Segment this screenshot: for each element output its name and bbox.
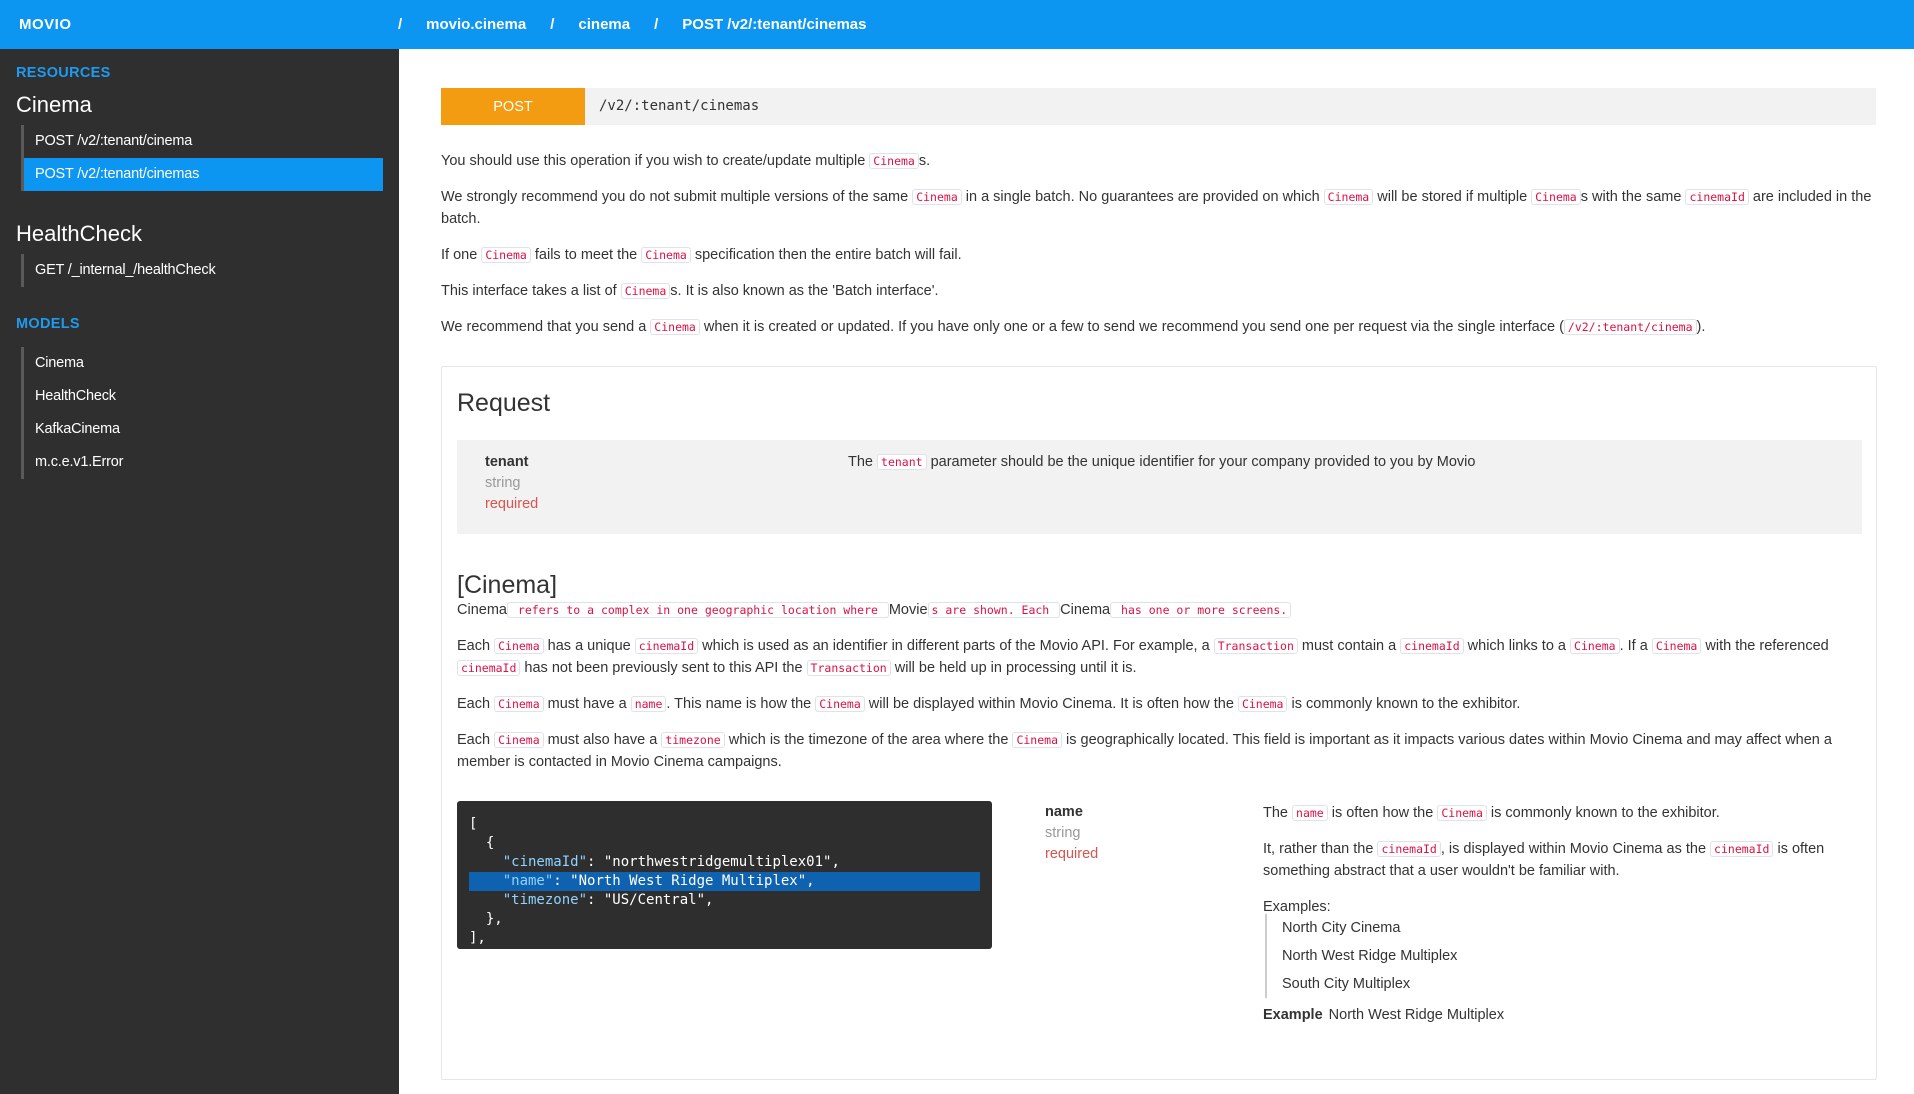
inline-code: cinemaId [635, 638, 698, 654]
breadcrumb-cinema[interactable]: cinema [578, 16, 631, 33]
inline-code: tenant [877, 454, 927, 470]
code-line-highlighted: "name": "North West Ridge Multiplex", [469, 872, 980, 891]
field-name: name [1045, 804, 1083, 820]
text-segment: which is used as an identifier in different parts of the Movio API. For example, a [698, 638, 1214, 654]
inline-code: has one or more screens. [1110, 602, 1291, 618]
sidebar-list-models [21, 347, 383, 479]
text-segment: is commonly known to the exhibitor. [1486, 805, 1720, 821]
sidebar-item-get-healthcheck[interactable]: GET /_internal_/healthCheck [35, 262, 216, 278]
description-paragraph [441, 280, 1881, 302]
inline-code: name [631, 696, 667, 712]
field-required: required [1045, 846, 1099, 862]
example-item: South City Multiplex [1282, 976, 1411, 992]
text-segment: Cinema [1060, 602, 1111, 618]
model-paragraph [457, 599, 1852, 621]
text-segment: We strongly recommend you do not submit multiple versions of the same [441, 189, 913, 205]
inline-code: refers to a complex in one geographic location where [507, 602, 889, 618]
sidebar-group-healthcheck[interactable]: HealthCheck [16, 221, 142, 246]
example-item: North City Cinema [1282, 920, 1401, 936]
code-line: [ [469, 816, 478, 832]
param-name: tenant [485, 454, 529, 470]
text-segment: is commonly known to the exhibitor. [1287, 696, 1521, 712]
text-segment: which is the timezone of the area where the [724, 732, 1013, 748]
inline-code: cinemaId [1710, 841, 1773, 857]
inline-code: Cinema [494, 732, 544, 748]
text-segment: s. It is also known as the 'Batch interface'. [670, 283, 939, 299]
text-segment: is often how the [1327, 805, 1438, 821]
sidebar-item-model-kafkacinema[interactable]: KafkaCinema [35, 421, 120, 437]
text-segment: We recommend that you send a [441, 319, 651, 335]
text-segment: in a single batch. No guarantees are provided on which [961, 189, 1324, 205]
sidebar-group-cinema[interactable]: Cinema [16, 92, 92, 117]
text-segment: specification then the entire batch will fail. [690, 247, 962, 263]
field-description [1263, 838, 1843, 882]
example-label: Example [1263, 1007, 1323, 1023]
inline-code: Cinema [1437, 805, 1487, 821]
text-segment: Movie [888, 602, 928, 618]
sidebar-list-healthcheck [21, 254, 383, 287]
inline-code: name [1292, 805, 1328, 821]
sidebar-item-post-cinema[interactable]: POST /v2/:tenant/cinema [35, 133, 193, 149]
inline-code: cinemaId [1377, 841, 1440, 857]
text-segment: It, rather than the [1263, 841, 1378, 857]
text-segment: is geographically located. This field is important as it impacts various dates within Movio Cinema and may affect when a member is contacted in Movio Cinema campaigns. [457, 732, 1832, 770]
examples-list [1265, 914, 1457, 998]
code-line: { [469, 835, 495, 851]
json-example-codeblock[interactable] [457, 801, 992, 949]
text-segment: s. [918, 153, 931, 169]
sidebar-item-model-healthcheck[interactable]: HealthCheck [35, 388, 116, 404]
text-segment: ). [1696, 319, 1706, 335]
breadcrumb-separator: / [654, 16, 659, 33]
inline-code: Cinema [1652, 638, 1702, 654]
sidebar-list-cinema [21, 125, 383, 191]
method-badge: POST [441, 88, 585, 125]
inline-code: cinemaId [457, 660, 520, 676]
text-segment: The [1263, 805, 1293, 821]
field-type: string [1045, 825, 1081, 841]
inline-code: Cinema [1238, 696, 1288, 712]
json-key: "cinemaId" [502, 854, 588, 870]
breadcrumb-current[interactable]: POST /v2/:tenant/cinemas [682, 16, 867, 33]
inline-code: Cinema [641, 247, 691, 263]
json-value: "North West Ridge Multiplex" [570, 873, 807, 889]
text-segment: are included in the batch. [441, 189, 1872, 227]
top-bar [0, 0, 1914, 49]
inline-code: Cinema [1570, 638, 1620, 654]
code-line: "cinemaId": "northwestridgemultiplex01", [502, 854, 840, 870]
text-segment: which links to a [1463, 638, 1571, 654]
request-title: Request [457, 389, 551, 417]
text-segment: must also have a [543, 732, 662, 748]
breadcrumb-separator: / [550, 16, 555, 33]
text-segment: . This name is how the [666, 696, 816, 712]
text-segment: Cinema [457, 602, 507, 618]
inline-code: Transaction [1214, 638, 1298, 654]
text-segment: with the referenced [1701, 638, 1829, 654]
inline-code: Cinema [494, 696, 544, 712]
field-description [1263, 802, 1843, 824]
inline-code: /v2/:tenant/cinema [1564, 319, 1697, 335]
param-type: string [485, 475, 521, 491]
text-segment: fails to meet the [530, 247, 642, 263]
inline-code: cinemaId [1400, 638, 1463, 654]
examples-label: Examples: [1263, 899, 1331, 915]
model-paragraph [457, 693, 1852, 715]
json-key: "name" [502, 873, 554, 889]
inline-code: timezone [661, 732, 724, 748]
inline-code: Cinema [815, 696, 865, 712]
model-paragraph [457, 729, 1852, 773]
sidebar-item-model-cinema[interactable]: Cinema [35, 355, 84, 371]
inline-code: Cinema [621, 283, 671, 299]
inline-code: Cinema [1531, 189, 1581, 205]
text-segment: Each [457, 638, 495, 654]
text-segment: The [848, 454, 878, 470]
text-segment: parameter should be the unique identifier for your company provided to you by Movio [926, 454, 1476, 470]
json-value: "US/Central" [603, 892, 706, 908]
code-line: }, [469, 911, 503, 927]
endpoint-path: /v2/:tenant/cinemas [599, 98, 760, 114]
text-segment: must contain a [1297, 638, 1401, 654]
inline-code: Cinema [494, 638, 544, 654]
breadcrumb [398, 0, 867, 49]
text-segment: You should use this operation if you wish to create/update multiple [441, 153, 870, 169]
sidebar [0, 49, 399, 1094]
inline-code: Cinema [650, 319, 700, 335]
model-paragraph [457, 635, 1852, 679]
text-segment: will be stored if multiple [1373, 189, 1532, 205]
example-value: North West Ridge Multiplex [1328, 1007, 1505, 1023]
text-segment: has a unique [543, 638, 635, 654]
inline-code: Cinema [869, 153, 919, 169]
brand-logo[interactable]: MOVIO [19, 16, 72, 33]
text-segment: when it is created or updated. If you have only one or a few to send we recommend you send one per request via the single interface ( [699, 319, 1564, 335]
description-paragraph [441, 150, 1881, 172]
param-tenant [457, 440, 1862, 534]
inline-code: s are shown. Each [928, 602, 1061, 618]
request-panel [441, 366, 1877, 1080]
text-segment: is often something abstract that a user wouldn't be familiar with. [1263, 841, 1825, 879]
json-key: "timezone" [502, 892, 588, 908]
text-segment: This interface takes a list of [441, 283, 621, 299]
sidebar-item-model-error[interactable]: m.c.e.v1.Error [35, 454, 124, 470]
text-segment: s with the same [1580, 189, 1686, 205]
code-line: "timezone": "US/Central", [502, 892, 714, 908]
text-segment: Each [457, 696, 495, 712]
text-segment: must have a [543, 696, 631, 712]
description-paragraph [441, 244, 1881, 266]
breadcrumb-movio-cinema[interactable]: movio.cinema [426, 16, 527, 33]
inline-code: Cinema [1012, 732, 1062, 748]
text-segment: If one [441, 247, 482, 263]
resources-heading: RESOURCES [16, 65, 111, 81]
description-paragraph [441, 186, 1881, 230]
text-segment: . If a [1619, 638, 1652, 654]
inline-code: cinemaId [1685, 189, 1748, 205]
text-segment: has not been previously sent to this API the [520, 660, 807, 676]
example-item: North West Ridge Multiplex [1282, 948, 1458, 964]
param-required: required [485, 496, 539, 512]
description-paragraph [441, 316, 1881, 338]
breadcrumb-separator: / [398, 16, 403, 33]
main-content [399, 49, 1914, 1094]
sidebar-item-post-cinemas[interactable]: POST /v2/:tenant/cinemas [24, 158, 383, 191]
inline-code: Transaction [807, 660, 891, 676]
json-value: "northwestridgemultiplex01" [603, 854, 832, 870]
model-title: [Cinema] [457, 571, 558, 599]
inline-code: Cinema [1324, 189, 1374, 205]
text-segment: will be displayed within Movio Cinema. It is often how the [864, 696, 1238, 712]
code-line: ], [469, 930, 486, 946]
endpoint-bar [441, 88, 1876, 125]
param-description [848, 451, 1475, 473]
models-heading: MODELS [16, 316, 80, 332]
text-segment: , is displayed within Movio Cinema as the [1440, 841, 1711, 857]
text-segment: will be held up in processing until it is. [890, 660, 1137, 676]
text-segment: Each [457, 732, 495, 748]
inline-code: Cinema [481, 247, 531, 263]
example-line [1263, 1007, 1504, 1023]
inline-code: Cinema [912, 189, 962, 205]
